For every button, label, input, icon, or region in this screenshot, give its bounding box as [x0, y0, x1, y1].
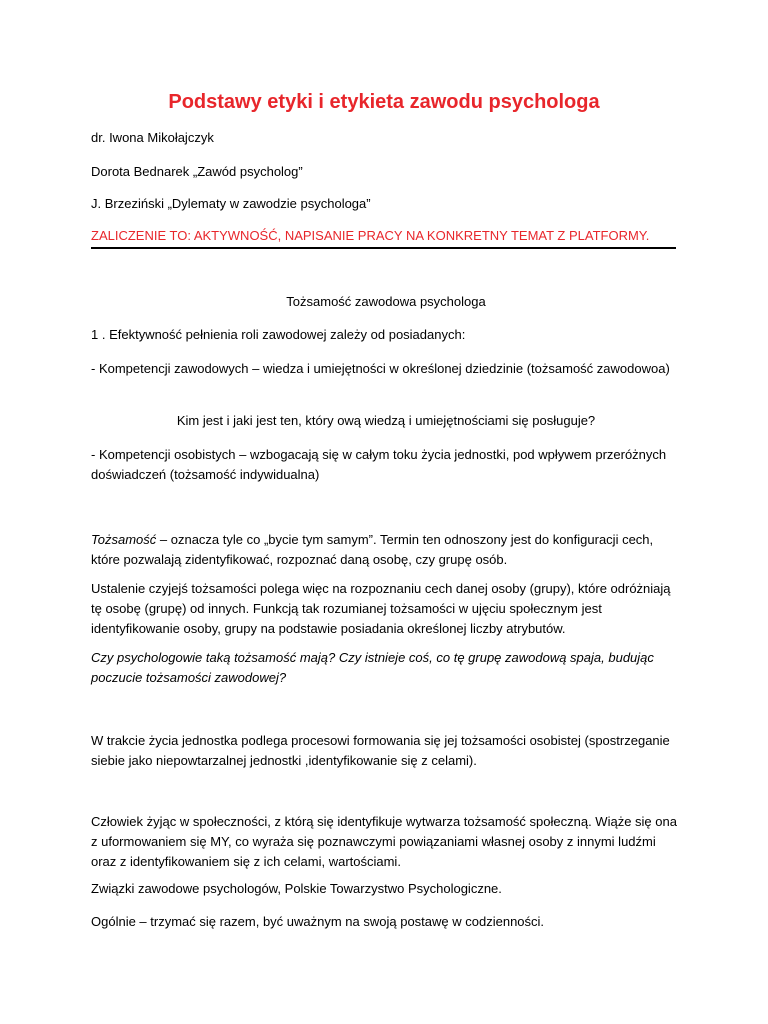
social-identity-paragraph: Człowiek żyjąc w społeczności, z którą się identyfikuje wytwarza tożsamość społeczną. Wiąże się ona z uformowaniem się MY, co wyraża się poznawczymi powiązaniami własnej osoby z innymi ludźmi oraz z identyfikowaniem się z ich celami, wartościami.	[91, 814, 677, 869]
course-requirement: ZALICZENIE TO: AKTYWNOŚĆ, NAPISANIE PRACY NA KONKRETNY TEMAT Z PLATFORMY.	[91, 226, 676, 249]
identity-definition: – oznacza tyle co „bycie tym samym”. Termin ten odnoszony jest do konfiguracji cech, które pozwalają zidentyfikować, rozpoznać daną osobę, czy grupę osób.	[91, 532, 654, 567]
identity-establishing-paragraph: Ustalenie czyjejś tożsamości polega więc na rozpoznaniu cech danej osoby (grupy), które odróżniają tę osobę (grupę) od innych. Funkcją tak rozumianej tożsamości w ujęciu społecznym jest identyfikowanie osoby, grupy na podstawie posiadania określonej liczby atrybutów.	[91, 581, 671, 636]
unions-line: Związki zawodowe psychologów, Polskie Towarzystwo Psychologiczne.	[91, 881, 502, 896]
personal-identity-paragraph: W trakcie życia jednostka podlega procesowi formowania się jej tożsamości osobistej (spostrzeganie siebie jako niepowtarzalnej jednostki ,identyfikowanie się z celami).	[91, 733, 670, 768]
document-title: Podstawy etyki i etykieta zawodu psychologa	[168, 91, 600, 113]
section-heading: Tożsamość zawodowa psychologa	[286, 294, 486, 309]
competence-professional: - Kompetencji zawodowych – wiedza i umiejętności w określonej dziedzinie (tożsamość zawodowoa)	[91, 361, 670, 376]
identity-definition-paragraph	[91, 530, 681, 570]
central-question: Kim jest i jaki jest ten, który ową wiedzą i umiejętnościami się posługuje?	[176, 413, 596, 428]
general-line: Ogólnie – trzymać się razem, być uważnym na swoją postawę w codzienności.	[91, 914, 545, 929]
reference-2: J. Brzeziński „Dylematy w zawodzie psychologa”	[91, 196, 371, 211]
identity-term: Tożsamość	[91, 532, 157, 547]
lecturer-name: dr. Iwona Mikołajczyk	[91, 130, 214, 145]
identity-question: Czy psychologowie taką tożsamość mają? Czy istnieje coś, co tę grupę zawodową spaja, budując poczucie tożsamości zawodowej?	[91, 650, 654, 685]
reference-1: Dorota Bednarek „Zawód psycholog”	[91, 164, 303, 179]
point-1: 1 . Efektywność pełnienia roli zawodowej zależy od posiadanych:	[91, 327, 466, 342]
competence-personal: - Kompetencji osobistych – wzbogacają się w całym toku życia jednostki, pod wpływem przeróżnych doświadczeń (tożsamość indywidualna)	[91, 447, 667, 482]
